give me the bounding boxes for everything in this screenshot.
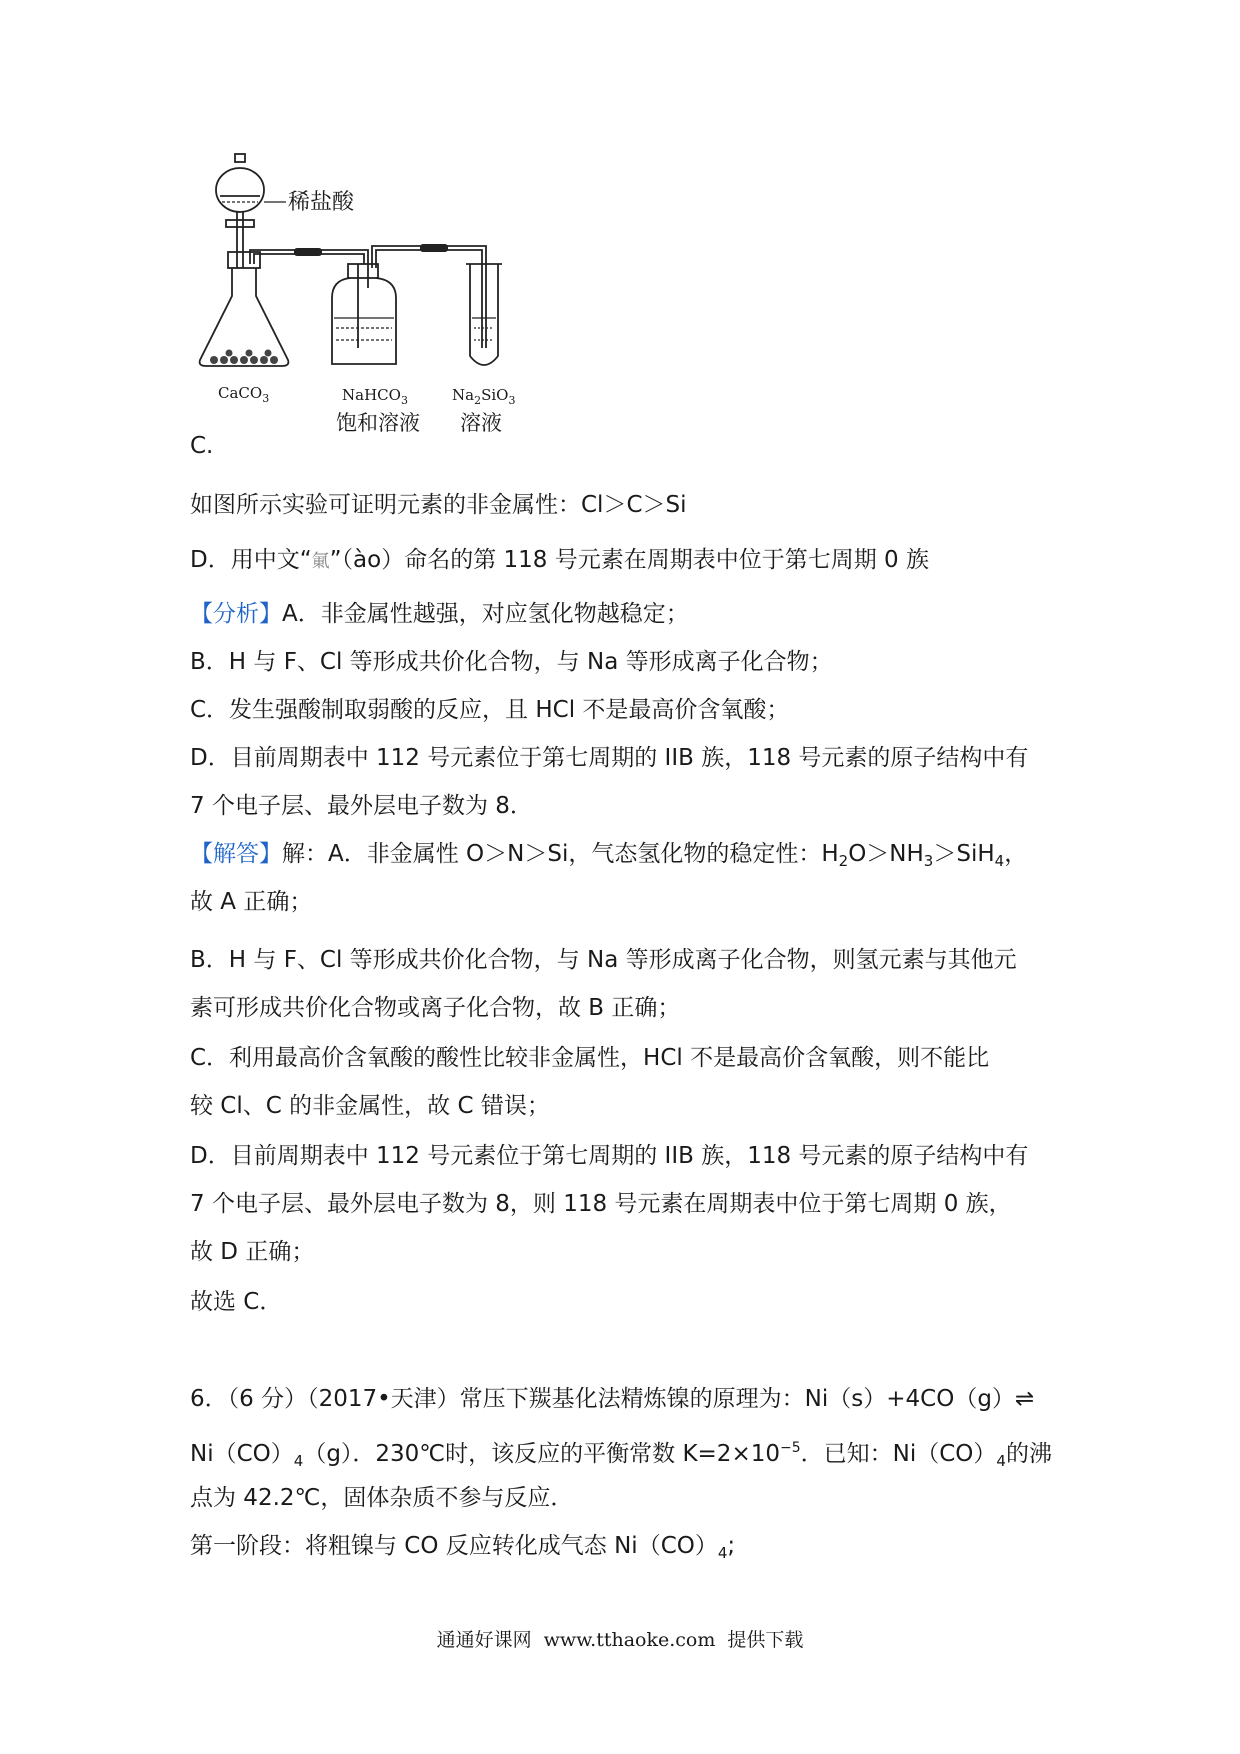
q6-line2: $Ni(CO)_4(g)$．230℃时，该反应的平衡常数 $K=2\times 10^{-5}$．已知：$Ni(CO)_4$的沸	[190, 1440, 1052, 1470]
acid-label: 稀盐酸	[288, 190, 355, 215]
test-tube	[470, 264, 498, 365]
separatory-funnel	[216, 168, 264, 212]
option-c-text: 如图所示实验可证明元素的非金属性：Cl＞C＞Si	[190, 492, 687, 518]
option-c-letter: C.	[190, 433, 214, 459]
answer-c2: 较 Cl、C 的非金属性，故 C 错误；	[190, 1093, 550, 1119]
experiment-apparatus-figure	[218, 168, 628, 468]
answer-d3: 故 D 正确；	[190, 1239, 315, 1265]
flask-label: CaCO$_3$	[218, 384, 270, 405]
erlenmeyer-flask	[200, 268, 289, 366]
bottle-caption: 饱和溶液	[336, 411, 420, 435]
analysis-b: B．H 与 F、Cl 等形成共价化合物，与 Na 等形成离子化合物；	[190, 649, 833, 675]
answer-a: 【解答】解：A．非金属性 O＞N＞Si，气态氢化物的稳定性：$H_2O>NH_3>SiH_4$，	[190, 841, 1028, 870]
answer-tag: 【解答】	[190, 841, 282, 867]
q6-line4: 第一阶段：将粗镍与 CO 反应转化成气态 $Ni(CO)_4$;	[190, 1533, 736, 1562]
funnel-stopper	[235, 154, 245, 162]
answer-c1: C．利用最高价含氧酸的酸性比较非金属性，HCl 不是最高价含氧酸，则不能比	[190, 1045, 990, 1071]
ao-glyph: 氭	[311, 551, 330, 572]
bottle-label: NaHCO$_3$	[342, 386, 408, 407]
gas-washing-bottle	[332, 278, 396, 364]
analysis-tag: 【分析】	[190, 601, 282, 627]
analysis-d2: 7 个电子层、最外层电子数为 8．	[190, 793, 533, 819]
tube-label: $Na_2SiO_3$	[452, 386, 516, 407]
analysis-c: C．发生强酸制取弱酸的反应，且 HCl 不是最高价含氧酸；	[190, 697, 790, 723]
answer-d2: 7 个电子层、最外层电子数为 8，则 118 号元素在周期表中位于第七周期 0 族，	[190, 1191, 1012, 1217]
bottle-stopper	[348, 264, 378, 278]
analysis-d1: D．目前周期表中 112 号元素位于第七周期的 IIB 族，118 号元素的原子结构中有	[190, 745, 1029, 771]
footer-note: 提供下载	[727, 1629, 804, 1651]
answer-b1: B．H 与 F、Cl 等形成共价化合物，与 Na 等形成离子化合物，则氢元素与其他元	[190, 947, 1017, 973]
answer-b2: 素可形成共价化合物或离子化合物，故 B 正确；	[190, 995, 681, 1021]
option-d: D．用中文“氭”（ào）命名的第 118 号元素在周期表中位于第七周期 0 族	[190, 547, 929, 573]
footer-url[interactable]: www.tthaoke.com	[543, 1629, 716, 1651]
q6-line1: 6．（6 分）（2017•天津）常压下羰基化法精炼镍的原理为：Ni（s）+4CO（g）⇌	[190, 1386, 1035, 1412]
q6-line3: 点为 42.2℃，固体杂质不参与反应．	[190, 1485, 574, 1511]
page-footer	[0, 1625, 1240, 1652]
footer-site: 通通好课网	[436, 1629, 532, 1651]
answer-d1: D．目前周期表中 112 号元素位于第七周期的 IIB 族，118 号元素的原子结构中有	[190, 1143, 1029, 1169]
answer-a2: 故 A 正确；	[190, 889, 313, 915]
answer-choice: 故选 C．	[190, 1289, 283, 1315]
analysis-a: 【分析】A．非金属性越强，对应氢化物越稳定；	[190, 601, 689, 627]
tube-caption: 溶液	[460, 411, 502, 435]
